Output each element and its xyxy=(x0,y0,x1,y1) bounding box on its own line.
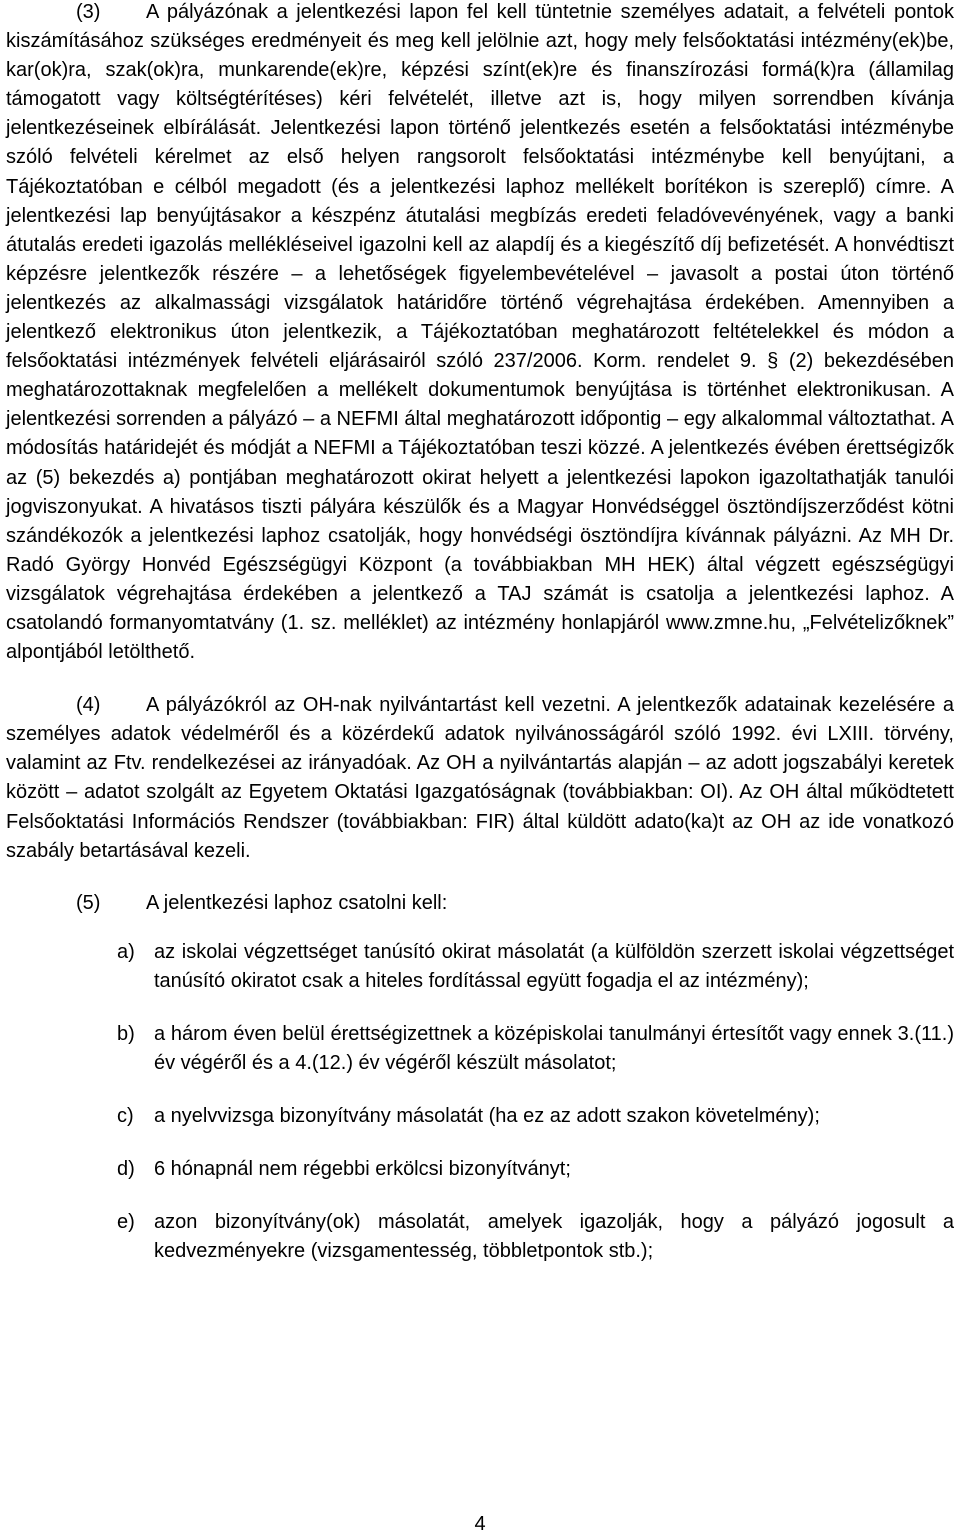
paragraph-number: (5) xyxy=(76,891,101,914)
page-number: 4 xyxy=(474,1513,486,1535)
paragraph-5 xyxy=(6,889,954,918)
list-item xyxy=(6,1102,954,1131)
list-marker: b) xyxy=(117,1023,135,1045)
paragraph-4 xyxy=(6,691,954,866)
list-item xyxy=(6,1208,954,1266)
list-item-text: 6 hónapnál nem régebbi erkölcsi bizonyítványt; xyxy=(154,1158,571,1181)
list-item-text: azon bizonyítvány(ok) másolatát, amelyek igazolják, hogy a pályázó jogosult a kedvezményekre (vizsgamentesség, többletpontok stb.); xyxy=(154,1211,954,1263)
attachment-list xyxy=(6,938,954,1267)
paragraph-text: A jelentkezési laphoz csatolni kell: xyxy=(146,891,448,914)
list-item-text: az iskolai végzettséget tanúsító okirat másolatát (a külföldön szerzett iskolai végzettséget tanúsító okiratot csak a hiteles fordítással együtt fogadja el az intézmény); xyxy=(154,940,954,992)
list-item xyxy=(6,1020,954,1078)
list-marker: c) xyxy=(117,1105,134,1128)
paragraph-number: (4) xyxy=(76,694,101,717)
paragraph-3 xyxy=(6,0,954,667)
list-marker: d) xyxy=(117,1158,135,1181)
list-marker: a) xyxy=(117,940,135,963)
document-page xyxy=(6,0,954,1291)
paragraph-text: A pályázókról az OH-nak nyilvántartást kell vezetni. A jelentkezők adatainak kezelésére a személyes adatok védelméről és a közérdekű adatok nyilvánosságáról szóló 1992. évi LXIII. törvény, valamint az Ftv. rendelkezései az irányadóak. Az OH a nyilvántartás alapján – az adott jogszabályi keretek között – adatot szolgált az Egyetem Oktatási Igazgatóságnak (továbbiakban: OI). Az OH által működtetett Felsőoktatási Információs Rendszer (továbbiakban: FIR) által küldött adato(ka)t az OH az ide vonatkozó szabály betartásával kezeli. xyxy=(6,694,954,862)
paragraph-text: A pályázónak a jelentkezési lapon fel kell tüntetnie személyes adatait, a felvételi pontok kiszámításához szükséges eredményeit és meg kell jelölnie azt, hogy mely felsőoktatási intézmény(ek)be, kar(ok)ra, szak(ok)ra, munkarende(ek)re, képzési színt(ek)re és finanszírozási formá(k)ra (államilag támogatott vagy költségtérítéses) kéri felvételét, illetve azt is, hogy milyen sorrendben kívánja jelentkezéseinek elbírálását. Jelentkezési lapon történő jelentkezés esetén a felsőoktatási intézménybe szóló felvételi kérelmet az első helyen rangsorolt felsőoktatási intézménybe kell benyújtani, a Tájékoztatóban e célból megadott (és a jelentkezési laphoz mellékelt borítékon is szereplő) címre. A jelentkezési lap benyújtásakor a készpénz átutalási megbízás eredeti feladóvevényének, vagy a banki átutalás eredeti igazolás mellékléseivel igazolni kell az alapdíj és a kiegészítő díj befizetését. A honvédtiszt képzésre jelentkezők részére – a lehetőségek figyelembevételével – javasolt a postai úton történő jelentkezés az alkalmassági vizsgálatok határidőre történő végrehajtása érdekében. Amennyiben a jelentkező elektronikus úton jelentkezik, a Tájékoztatóban meghatározott feltételekkel és módon a felsőoktatási intézmények felvételi eljárásairól szóló 237/2006. Korm. rendelet 9. § (2) bekezdésében meghatározottaknak megfelelően a mellékelt dokumentumok benyújtása is történhet elektronikusan. A jelentkezési sorrenden a pályázó – a NEFMI által meghatározott időpontig – egy alkalommal változtathat. A módosítás határidejét és módját a NEFMI a Tájékoztatóban teszi közzé. A jelentkezés évében érettségizők az (5) bekezdés a) pontjában meghatározott okirat helyett a jelentkezési lapokon igazoltathatják tanulói jogviszonyukat. A hivatásos tiszti pályára készülők és a Magyar Honvédséggel ösztöndíjszerződést kötni szándékozók a jelentkezési laphoz csatolják, hogy honvédségi ösztöndíjra kívánnak pályázni. Az MH Dr. Radó György Honvéd Egészségügyi Központ (a továbbiakban MH HEK) által végzett egészségügyi vizsgálatok végrehajtása érdekében a jelentkező a TAJ számát is csatolja a jelentkezési laphoz. A csatolandó formanyomtatvány (1. sz. melléklet) az intézmény honlapjáról www.zmne.hu, „Felvételizőknek” alpontjából letölthető. xyxy=(6,1,954,664)
list-item-text: a három éven belül érettségizettnek a középiskolai tanulmányi értesítőt vagy ennek 3.(11.) év végéről és a 4.(12.) év végéről készült másolatot; xyxy=(154,1023,954,1075)
list-item xyxy=(6,938,954,996)
list-item-text: a nyelvvizsga bizonyítvány másolatát (ha ez az adott szakon követelmény); xyxy=(154,1105,820,1128)
list-item xyxy=(6,1155,954,1184)
paragraph-number: (3) xyxy=(76,1,101,23)
list-marker: e) xyxy=(117,1211,135,1234)
